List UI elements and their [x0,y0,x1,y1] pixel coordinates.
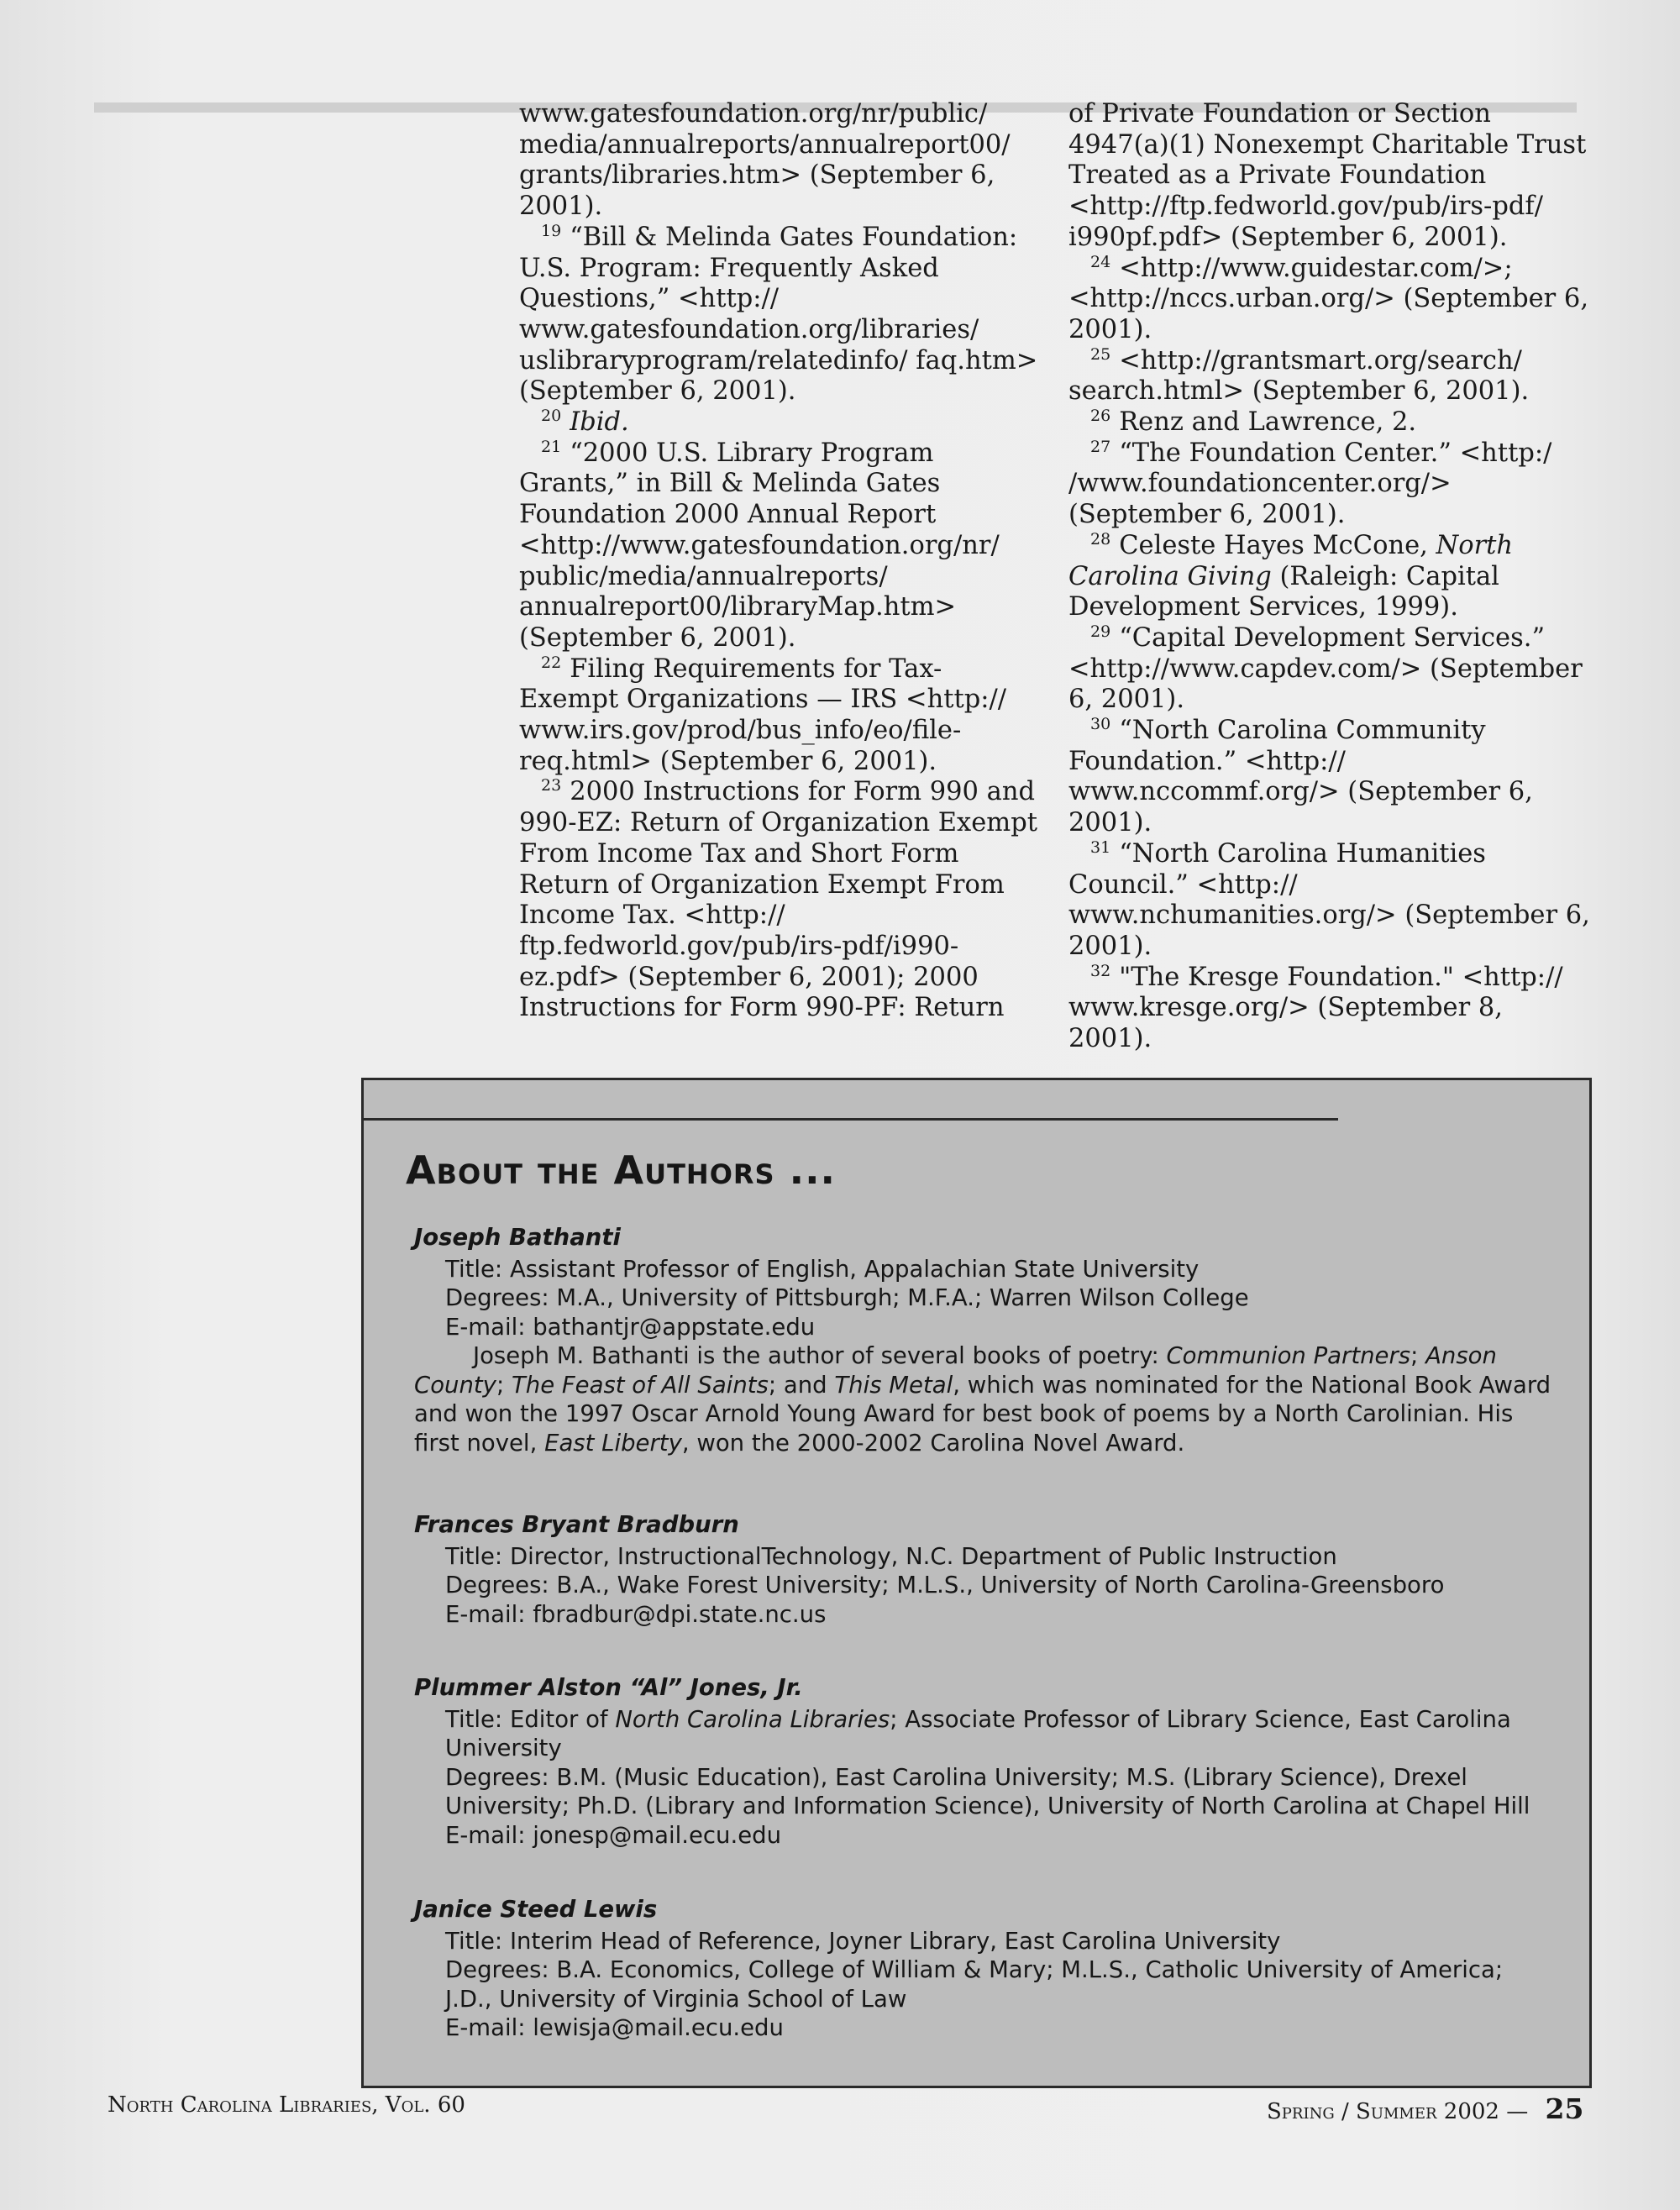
footer-issue [1267,2092,1583,2125]
footnote-number: 21 [541,437,562,456]
author-title: Title: Director, InstructionalTechnology, N.C. Department of Public Instruction [445,1542,1337,1570]
footnotes-left-column [519,99,1038,1024]
author-entry-bathanti [414,1223,1557,1457]
footnote-number: 29 [1090,622,1111,641]
author-title: Title: Interim Head of Reference, Joyner Library, East Carolina University [445,1927,1281,1955]
footnote-number: 23 [541,776,562,795]
author-entry-jones [414,1673,1557,1850]
footnote-21: $^{21}$ “2000 U.S. Library Program Grants,” in Bill & Melinda Gates Foundation 2000 Annual Report <http://www.gatesfoundation.org/nr/ public/media/annualreports/ annualreport00/libraryMap.htm> (September 6, 2001). [519,437,1000,653]
footnote-23: $^{23}$ 2000 Instructions for Form 990 and 990-EZ: Return of Organization Exempt From Income Tax and Short Form Return of Organization Exempt From Income Tax. <http:// ftp.fedworld.gov/pub/irs-pdf/i990-ez.pdf> (September 6, 2001); 2000 Instructions for Form 990-PF: Return [519,776,1037,1023]
footnote-number: 19 [541,221,562,240]
footnote-24: $^{24}$ <http://www.guidestar.com/>; <http://nccs.urban.org/> (September 6, 2001). [1068,252,1589,344]
footnote-number: 26 [1090,407,1111,426]
footnote-23-continued: of Private Foundation or Section 4947(a)(1) Nonexempt Charitable Trust Treated as a Private Foundation <http://ftp.fedworld.gov/pub/irs-pdf/ i990pf.pdf> (September 6, 2001). [1068,99,1587,252]
footnote-25: $^{25}$ <http://grantsmart.org/search/ search.html> (September 6, 2001). [1068,344,1530,407]
footnote-number: 30 [1090,715,1111,734]
footnote-number: 25 [1090,344,1111,364]
author-entry-bradburn [414,1510,1557,1629]
footer-journal: North Carolina Libraries, Vol. 60 [108,2092,465,2118]
footnote-number: 32 [1090,961,1111,980]
footnotes-right-column [1068,99,1591,1055]
footnote-number: 20 [541,407,562,426]
footnote-29: $^{29}$ “Capital Development Services.” <http://www.capdev.com/> (September 6, 2001). [1068,622,1583,715]
author-name: Frances Bryant Bradburn [414,1511,739,1538]
author-title: Title: Assistant Professor of English, Appalachian State University [445,1255,1200,1283]
author-name: Joseph Bathanti [414,1224,621,1251]
footnote-20: $^{20}$ Ibid. [541,407,629,438]
footer-dash: — [1506,2099,1529,2124]
box-divider [364,1118,1338,1121]
author-degrees: Degrees: M.A., University of Pittsburgh; M.F.A.; Warren Wilson College [445,1284,1249,1311]
author-bio: Joseph M. Bathanti is the author of several books of poetry: Communion Partners; Anson County; The Feast of All Saints; and This Metal, which was nominated for the National Book Award and won the 1997 Oscar Arnold Young Award for best book of poems by a North Carolinian. His first novel, East Liberty, won the 2000-2002 Carolina Novel Award. [414,1342,1551,1457]
footnote-28: $^{28}$ Celeste Hayes McCone, North Carolina Giving (Raleigh: Capital Development Services, 1999). [1068,529,1514,622]
footnote-19: $^{19}$ “Bill & Melinda Gates Foundation: U.S. Program: Frequently Asked Questions,” <http:// www.gatesfoundation.org/libraries/ uslibraryprogram/relatedinfo/ faq.htm> (September 6, 2001). [519,221,1038,407]
author-email: E-mail: jonesp@mail.ecu.edu [445,1821,781,1849]
author-degrees: Degrees: B.M. (Music Education), East Carolina University; M.S. (Library Science), Drexel University; Ph.D. (Library and Information Science), University of North Carolina at Chapel Hill [445,1763,1530,1819]
author-entry-lewis [414,1895,1557,2043]
footnote-30: $^{30}$ “North Carolina Community Foundation.” <http:// www.nccommf.org/> (September 6, 2001). [1068,715,1533,838]
author-name: Plummer Alston “Al” Jones, Jr. [414,1674,803,1701]
author-email: E-mail: bathantjr@appstate.edu [445,1313,816,1341]
footnote-continued: www.gatesfoundation.org/nr/public/ media/annualreports/annualreport00/ grants/libraries.htm> (September 6, 2001). [519,99,1011,222]
footnote-number: 31 [1090,837,1111,857]
footnote-number: 24 [1090,252,1111,271]
author-degrees: Degrees: B.A., Wake Forest University; M.L.S., University of North Carolina-Greensboro [445,1572,1445,1598]
page-number: 25 [1545,2092,1584,2125]
footnote-31: $^{31}$ “North Carolina Humanities Council.” <http:// www.nchumanities.org/> (September 6, 2001). [1068,837,1590,961]
footnote-26: $^{26}$ Renz and Lawrence, 2. [1090,407,1417,438]
footnote-number: 22 [541,653,562,672]
author-name: Janice Steed Lewis [414,1896,658,1923]
footer-season: Spring / Summer 2002 [1267,2099,1499,2124]
footnote-number: 27 [1090,437,1111,456]
footnote-number: 28 [1090,529,1111,549]
author-degrees: Degrees: B.A. Economics, College of William & Mary; M.L.S., Catholic University of America; J.D., University of Virginia School of Law [445,1956,1504,2013]
footnote-22: $^{22}$ Filing Requirements for Tax-Exempt Organizations — IRS <http:// www.irs.gov/prod/bus_info/eo/file-req.html> (September 6, 2001). [519,653,1007,776]
author-email: E-mail: fbradbur@dpi.state.nc.us [445,1600,827,1628]
author-email: E-mail: lewisja@mail.ecu.edu [445,2014,784,2041]
about-authors-box [361,1078,1592,2088]
about-authors-heading: About the Authors ... [406,1147,837,1193]
author-title: Title: Editor of North Carolina Libraries; Associate Professor of Library Science, East Carolina University [445,1705,1511,1761]
footnote-27: $^{27}$ “The Foundation Center.” <http:/ /www.foundationcenter.org/> (September 6, 2001). [1068,437,1552,530]
footnote-32: $^{32}$ "The Kresge Foundation." <http:// www.kresge.org/> (September 8, 2001). [1068,961,1563,1054]
